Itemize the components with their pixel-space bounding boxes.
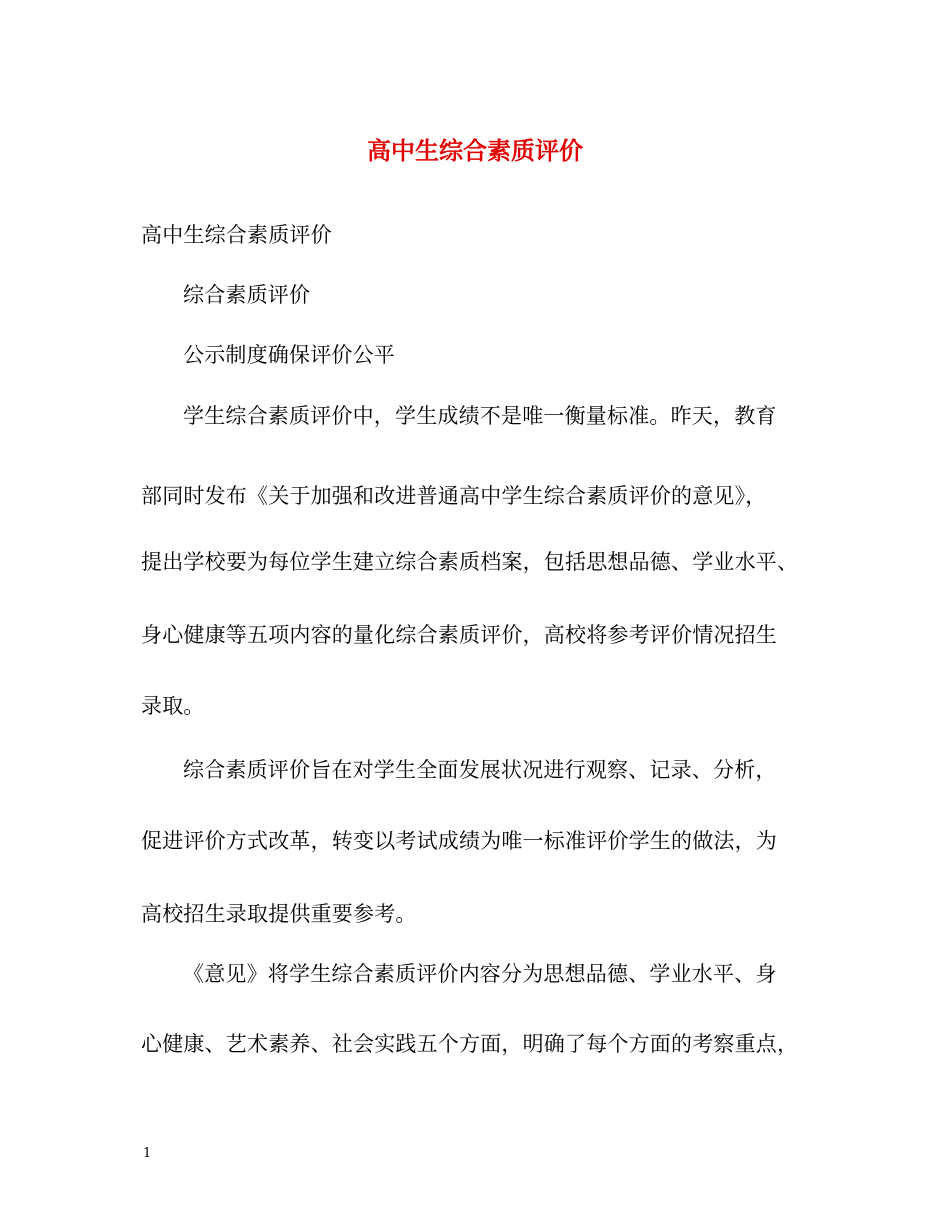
page-number: 1 xyxy=(143,1146,152,1161)
paragraph-line: 身心健康等五项内容的量化综合素质评价，高校将参考评价情况招生 xyxy=(141,623,777,647)
paragraph-line: 心健康、艺术素养、社会实践五个方面，明确了每个方面的考察重点， xyxy=(141,1032,799,1056)
paragraph-line: 《意见》将学生综合素质评价内容分为思想品德、学业水平、身 xyxy=(183,962,777,986)
paragraph-line: 提出学校要为每位学生建立综合素质档案，包括思想品德、学业水平、 xyxy=(141,550,799,574)
paragraph-line: 录取。 xyxy=(141,694,205,718)
paragraph-line: 综合素质评价旨在对学生全面发展状况进行观察、记录、分析， xyxy=(183,758,777,782)
section-subheading: 公示制度确保评价公平 xyxy=(183,343,395,367)
paragraph-line: 促进评价方式改革，转变以考试成绩为唯一标准评价学生的做法，为 xyxy=(141,829,777,853)
paragraph-line: 高校招生录取提供重要参考。 xyxy=(141,902,417,926)
subtitle-line: 高中生综合素质评价 xyxy=(141,223,332,247)
section-heading: 综合素质评价 xyxy=(183,283,311,307)
page-title: 高中生综合素质评价 xyxy=(367,136,583,165)
paragraph-line: 学生综合素质评价中，学生成绩不是唯一衡量标准。昨天，教育 xyxy=(183,404,777,428)
paragraph-line: 部同时发布《关于加强和改进普通高中学生综合素质评价的意见》， xyxy=(141,484,767,508)
